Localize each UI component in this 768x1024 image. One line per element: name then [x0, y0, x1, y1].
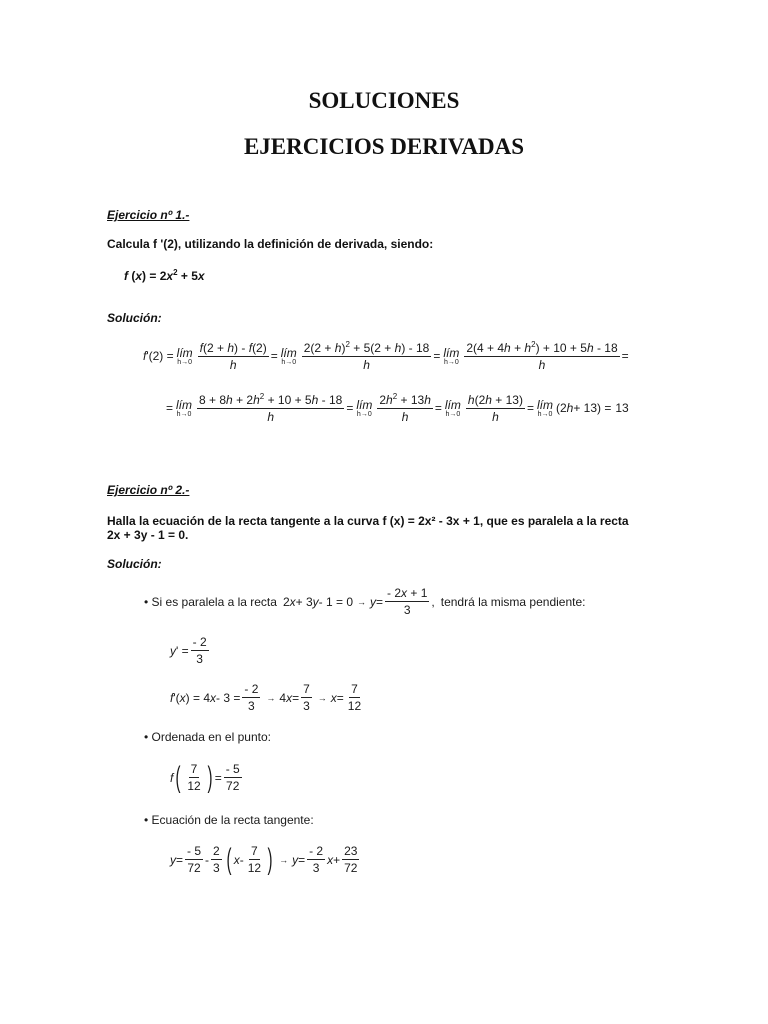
exercise-2-ordinate: f ( 7 12 ) = - 5 72 — [170, 760, 240, 794]
exercise-2-statement-line-1: Halla la ecuación de la recta tangente a la curva f (x) = 2x² - 3x + 1, que es paralela a la recta — [107, 514, 629, 528]
exercise-2-bullet-3: • Ecuación de la recta tangente: — [144, 813, 314, 827]
bullet-1-text: • Si es paralela a la recta — [144, 594, 277, 609]
exercise-1-heading: Ejercicio nº 1.- — [107, 208, 190, 222]
exercise-2-tangent-line: y = - 5 72 - 2 3 ( x - 7 12 ) → y = - 2 3 x + 23 72 — [170, 842, 358, 876]
exercise-2-solution-label: Solución: — [107, 557, 162, 571]
exercise-1-statement: Calcula f '(2), utilizando la definición de derivada, siendo: — [107, 237, 434, 251]
exercise-2-slope: y ' = - 2 3 — [170, 635, 207, 666]
bullet-1-end-text: tendrá la misma pendiente: — [440, 594, 586, 609]
exercise-2-statement-line-2: 2x + 3y - 1 = 0. — [107, 528, 189, 542]
exercise-1-function: f $(x) = 2x^2 + 5x$ — [124, 268, 205, 283]
exercise-1-solution-label: Solución: — [107, 311, 162, 325]
exercise-2-heading: Ejercicio nº 2.- — [107, 483, 190, 497]
page-subtitle: EJERCICIOS DERIVADAS — [243, 134, 525, 159]
exercise-1-derivation-line-2: = lím h→0 $8 + 8h + 2h^2 + 10 + 5h - 18$ h = lím h→0 $2h^2 + 13h$ h = lím h→0 h(2h + 13) h = lím h→0 (2 h + 13) = 13 — [166, 392, 629, 424]
exercise-2-bullet-2: • Ordenada en el punto: — [144, 730, 271, 744]
page-title: SOLUCIONES — [308, 88, 460, 113]
exercise-1-result: 13 — [615, 401, 629, 415]
exercise-2-bullet-1: • Si es paralela a la recta 2 x + 3 y - 1 = 0 → y = - 2x + 1 3 , tendrá la misma pendiente: — [144, 586, 586, 617]
exercise-1-derivation-line-1: f '(2) = lím h→0 f(2 + h) - f(2) h = lím h→0 $2(2 + h)^2 + 5(2 + h) - 18$ h = lím h→0 $2(4 + 4h + h^2) + 10 + 5h - 18$ h = — [143, 340, 629, 372]
exercise-2-derivative-equation: f '( x ) = 4 x - 3 = - 2 3 → 4 x = 7 3 → x = 7 12 — [170, 682, 362, 713]
